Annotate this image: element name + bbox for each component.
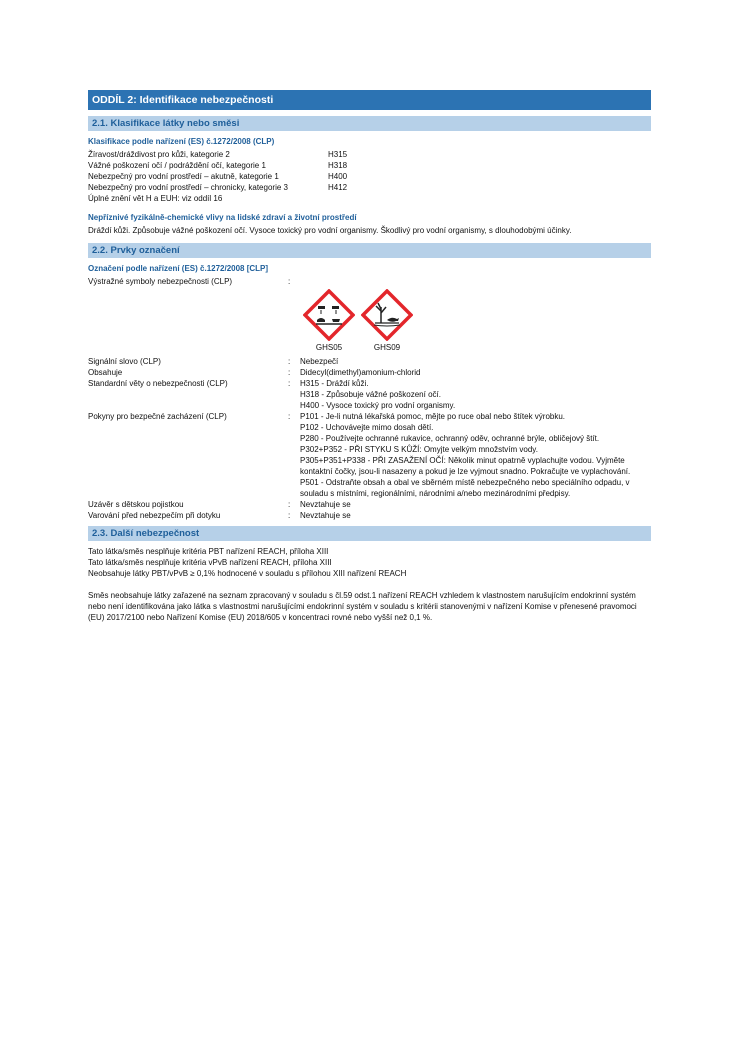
classification-label: Žíravost/dráždivost pro kůži, kategorie 2 <box>88 150 230 159</box>
adverse-effects-heading: Nepříznivé fyzikálně-chemické vlivy na lidské zdraví a životní prostředí <box>88 213 357 222</box>
precautionary-statements-list <box>300 411 651 499</box>
hazard-code: H318 <box>328 161 348 170</box>
hazard-code: H400 <box>328 172 348 181</box>
precautionary-statement: P101 - Je-li nutná lékařská pomoc, mějte po ruce obal nebo štítek výrobku. <box>300 412 566 421</box>
child-resistant-value: Nevztahuje se <box>300 500 351 509</box>
signal-word-label: Signální slovo (CLP) <box>88 357 161 366</box>
hazard-code: H412 <box>328 183 348 192</box>
hazard-statement: H318 - Způsobuje vážné poškození očí. <box>300 390 441 399</box>
precautionary-statement: P280 - Používejte ochranné rukavice, ochranný oděv, ochranné brýle, obličejový štít. <box>300 434 600 443</box>
pbt-vpvb-substances-line: Neobsahuje látky PBT/vPvB ≥ 0,1% hodnocené v souladu s přílohou XIII nařízení REACH <box>88 569 407 578</box>
classification-label: Nebezpečný pro vodní prostředí – chronicky, kategorie 3 <box>88 183 288 192</box>
classification-list <box>88 149 651 193</box>
contains-row: Obsahuje : Didecyl(dimethyl)amonium-chlorid <box>88 367 651 378</box>
subsection-2-1-title: 2.1. Klasifikace látky nebo směsi <box>88 116 651 131</box>
classification-row <box>88 171 651 182</box>
clp-classification-heading: Klasifikace podle nařízení (ES) č.1272/2008 (CLP) <box>88 137 275 146</box>
child-resistant-label: Uzávěr s dětskou pojistkou <box>88 500 184 509</box>
clp-labelling-heading: Označení podle nařízení (ES) č.1272/2008 [CLP] <box>88 264 269 273</box>
full-text-note: Úplné znění vět H a EUH: viz oddíl 16 <box>88 194 223 203</box>
subsection-2-2-title: 2.2. Prvky označení <box>88 243 651 258</box>
hazard-statements-list <box>300 378 651 411</box>
tactile-warning-row: Varování před nebezpečím při dotyku : Nevztahuje se <box>88 510 651 521</box>
tactile-warning-value: Nevztahuje se <box>300 511 351 520</box>
pictogram-code: GHS09 <box>373 343 401 352</box>
precautionary-statement: P302+P352 - PŘI STYKU S KŮŽÍ: Omyjte velkým množstvím vody. <box>300 445 538 454</box>
classification-row <box>88 149 651 160</box>
contains-label: Obsahuje <box>88 368 123 377</box>
classification-label: Vážné poškození očí / podráždění očí, kategorie 1 <box>88 161 266 170</box>
ghs05-corrosion-icon <box>303 289 355 341</box>
pbt-line: Tato látka/směs nesplňuje kritéria PBT nařízení REACH, příloha XIII <box>88 547 329 556</box>
vpvb-line: Tato látka/směs nesplňuje kritéria vPvB nařízení REACH, příloha XIII <box>88 558 332 567</box>
classification-row <box>88 160 651 171</box>
signal-word-row: Signální slovo (CLP) : Nebezpečí <box>88 356 651 367</box>
pictogram-ghs05 <box>300 289 358 353</box>
precautionary-statement: P501 - Odstraňte obsah a obal ve sběrném místě nebezpečného nebo speciálního odpadu, v souladu s místními, regionálními, národními a/nebo mezinárodními předpisy. <box>300 478 630 498</box>
hazard-statements-label: Standardní věty o nebezpečnosti (CLP) <box>88 379 228 388</box>
classification-label: Nebezpečný pro vodní prostředí – akutně, kategorie 1 <box>88 172 279 181</box>
hazard-statement: H315 - Dráždí kůži. <box>300 379 369 388</box>
precautionary-statements-row: Pokyny pro bezpečné zacházení (CLP) : P101 - Je-li nutná lékařská pomoc, mějte po ruce obal nebo štítek výrobku. P102 - Uchovávejte mimo dosah dětí. P280 - Používejte ochranné rukavice, ochranný oděv, ochranné brýle, obličejový štít. P302+P352 - PŘI STYKU S KŮŽÍ: Omyjte velkým množstvím vody. P305+P351+P338 - PŘI ZASAŽENÍ OČÍ: Několik minut opatrně vyplachujte vodou. Vyjměte kontaktní čočky, jsou-li nasazeny a pokud je lze vyjmout snadno. Pokračujte ve vyplachování. P501 - Odstraňte obsah a obal ve sběrném místě nebezpečného nebo speciálního odpadu, v souladu s místními, regionálními, národními a/nebo mezinárodními předpisy. <box>88 411 651 499</box>
contains-value: Didecyl(dimethyl)amonium-chlorid <box>300 368 421 377</box>
pictogram-code: GHS05 <box>315 343 343 352</box>
subsection-2-3-title: 2.3. Další nebezpečnost <box>88 526 651 541</box>
precautionary-statements-label: Pokyny pro bezpečné zacházení (CLP) <box>88 412 227 421</box>
sds-section-2 <box>88 90 651 625</box>
signal-word-value: Nebezpečí <box>300 357 339 366</box>
hazard-statement: H400 - Vysoce toxický pro vodní organismy. <box>300 401 456 410</box>
precautionary-statement: P102 - Uchovávejte mimo dosah dětí. <box>300 423 434 432</box>
hazard-statements-row: Standardní věty o nebezpečnosti (CLP) : H315 - Dráždí kůži. H318 - Způsobuje vážné poškození očí. H400 - Vysoce toxický pro vodní organismy. <box>88 378 651 411</box>
pictogram-label: Výstražné symboly nebezpečnosti (CLP) <box>88 277 233 286</box>
precautionary-statement: P305+P351+P338 - PŘI ZASAŽENÍ OČÍ: Několik minut opatrně vyplachujte vodou. Vyjměte kontaktní čočky, jsou-li nasazeny a pokud je lze vyjmout snadno. Pokračujte ve vyplachování. <box>300 456 631 476</box>
pictogram-row: Výstražné symboly nebezpečnosti (CLP) : <box>88 277 291 286</box>
section-title: ODDÍL 2: Identifikace nebezpečnosti <box>88 90 651 110</box>
hazard-code: H315 <box>328 150 348 159</box>
classification-row <box>88 182 651 193</box>
tactile-warning-label: Varování před nebezpečím při dotyku <box>88 511 221 520</box>
pictogram-ghs09 <box>358 289 416 353</box>
adverse-effects-text: Dráždí kůži. Způsobuje vážné poškození očí. Vysoce toxický pro vodní organismy. Škodlivý pro vodní organismy, s dlouhodobými účinky. <box>88 226 572 235</box>
ghs09-environment-icon <box>361 289 413 341</box>
child-resistant-row: Uzávěr s dětskou pojistkou : Nevztahuje se <box>88 499 651 510</box>
endocrine-disruptor-text: Směs neobsahuje látky zařazené na seznam zpracovaný v souladu s čl.59 odst.1 nařízení REACH vzhledem k vlastnostem narušujícím endokrinní systém nebo není identifikována jako látka s vlastnostmi narušujícími endokrinní systém v souladu s kritérii stanovenými v nařízení Komise v přenesené pravomoci (EU) 2017/2100 nebo Nařízení Komise (EU) 2018/605 v koncentraci rovné nebo vyšší než 0,1 %. <box>88 591 637 622</box>
pictogram-list <box>300 289 651 353</box>
